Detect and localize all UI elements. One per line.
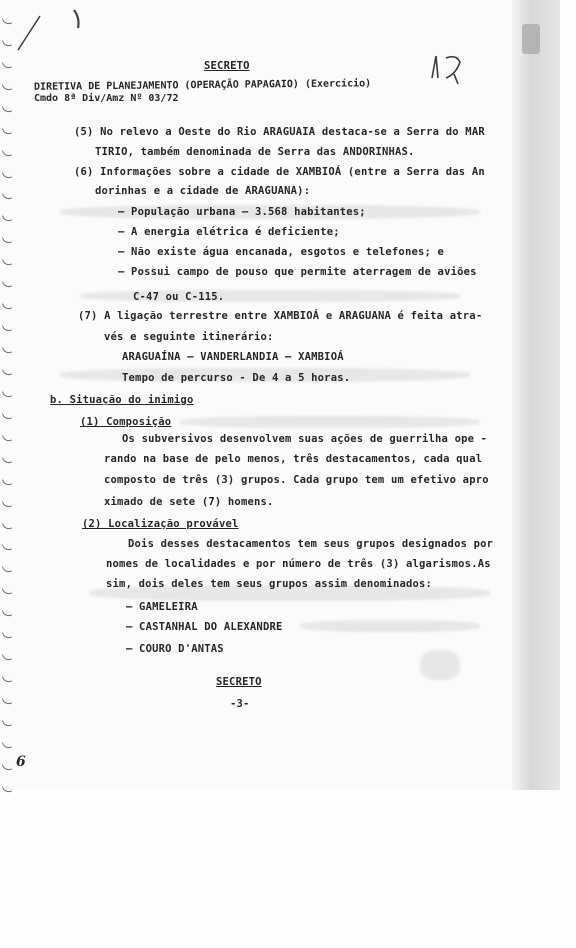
pen-stroke-mark: [14, 6, 94, 56]
section-b-heading: [50, 394, 193, 406]
classification-footer: SECRETO: [216, 676, 262, 688]
bullet-water: – Não existe água encanada, esgotos e telefones; e: [118, 246, 445, 258]
classification-header: SECRETO: [204, 60, 250, 72]
subsection-1-line-4: ximado de sete (7) homens.: [104, 496, 274, 508]
bullet-population: – População urbana – 3.568 habitantes;: [118, 206, 366, 218]
group-name-couro-dantas: – COURO D'ANTAS: [126, 643, 224, 655]
item-7-line-2: vés e seguinte itinerário:: [104, 331, 274, 343]
item-7-line-1: (7) A ligação terrestre entre XAMBIOÁ e ARAGUANA é feita atra-: [78, 310, 483, 322]
subsection-2-line-1: Dois desses destacamentos tem seus grupos designados por: [128, 538, 494, 550]
directive-title: DIRETIVA DE PLANEJAMENTO (OPERAÇÃO PAPAGAIO) (Exercício): [33, 78, 372, 93]
bleed-through-smudge: [180, 416, 480, 428]
subsection-1-heading: (1) Composição: [80, 416, 172, 428]
item-6-line-1: (6) Informações sobre a cidade de XAMBIOÁ (entre a Serra das An: [74, 166, 485, 178]
subsection-1-line-2: rando na base de pelo menos, três destacamentos, cada qual: [104, 453, 483, 465]
subsection-1-line-1: Os subversivos desenvolvem suas ações de guerrilha ope -: [122, 433, 488, 445]
travel-time: Tempo de percurso - De 4 a 5 horas.: [122, 372, 351, 384]
subsection-2-heading: (2) Localização provável: [82, 518, 239, 530]
margin-page-mark: 6: [16, 754, 26, 770]
bullet-airfield: – Possui campo de pouso que permite aterragem de aviões: [118, 266, 477, 278]
subsection-2-line-3: sim, dois deles tem seus grupos assim denominados:: [106, 578, 433, 590]
bullet-airfield-continued: C-47 ou C-115.: [133, 291, 225, 303]
bullet-energy: – A energia elétrica é deficiente;: [118, 226, 340, 238]
document-number: Cmdo 8ª Div/Amz Nº 03/72: [34, 93, 179, 104]
item-5-line-1: (5) No relevo a Oeste do Rio ARAGUAIA destaca-se a Serra do MAR: [74, 126, 485, 138]
page-number: -3-: [230, 698, 250, 710]
subsection-1-line-3: composto de três (3) grupos. Cada grupo tem um efetivo apro: [104, 474, 489, 486]
bleed-through-smudge: [300, 620, 480, 632]
group-name-gameleira: – GAMELEIRA: [126, 601, 198, 613]
scan-edge-shadow: [512, 0, 560, 790]
item-6-line-2: dorinhas e a cidade de ARAGUANA):: [95, 185, 311, 197]
group-name-castanhal: – CASTANHAL DO ALEXANDRE: [126, 621, 283, 633]
binding-holes: [0, 0, 16, 810]
subsection-2-line-2: nomes de localidades e por número de três (3) algarismos.As: [106, 558, 491, 570]
handwritten-initials-mark: [424, 48, 474, 88]
bleed-through-smudge: [420, 650, 460, 680]
section-b-label: b. Situação do inimigo: [50, 394, 194, 406]
item-5-line-2: TIRIO, também denominada de Serra das ANDORINHAS.: [95, 146, 415, 158]
route-itinerary: ARAGUAÍNA – VANDERLANDIA – XAMBIOÁ: [122, 351, 344, 363]
